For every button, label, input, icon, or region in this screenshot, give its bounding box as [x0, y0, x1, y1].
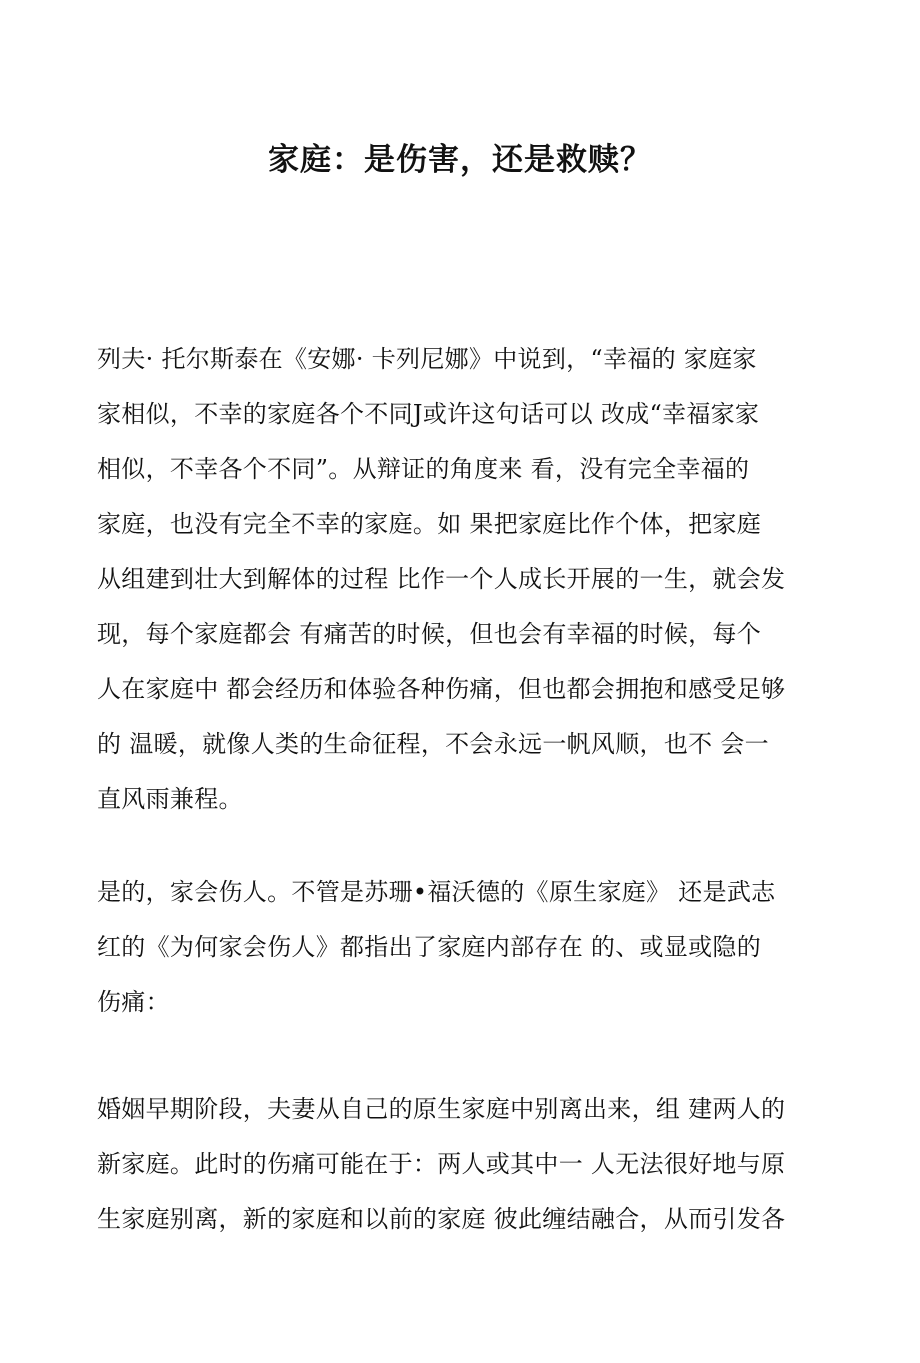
paragraph-line: 列夫· 托尔斯泰在《安娜· 卡列尼娜》中说到，“幸福的 家庭家	[97, 345, 757, 373]
paragraph-line: 伤痛：	[97, 988, 170, 1016]
paragraph-line: 家相似，不幸的家庭各个不同J或许这句话可以 改成“幸福家家	[97, 400, 760, 428]
paragraph-line: 人在家庭中 都会经历和体验各种伤痛，但也都会拥抱和感受足够	[97, 675, 786, 703]
paragraph-line: 生家庭别离，新的家庭和以前的家庭 彼此缠结融合，从而引发各	[97, 1205, 786, 1233]
paragraph-line: 家庭，也没有完全不幸的家庭。如 果把家庭比作个体，把家庭	[97, 510, 762, 538]
paragraph-line: 婚姻早期阶段，夫妻从自己的原生家庭中别离出来，组 建两人的	[97, 1095, 786, 1123]
paragraph-line: 新家庭。此时的伤痛可能在于：两人或其中一 人无法很好地与原	[97, 1150, 786, 1178]
paragraph-line: 相似，不幸各个不同”。从辩证的角度来 看，没有完全幸福的	[97, 455, 750, 483]
paragraph-line: 现，每个家庭都会 有痛苦的时候，但也会有幸福的时候，每个	[97, 620, 762, 648]
paragraph-line: 从组建到壮大到解体的过程 比作一个人成长开展的一生，就会发	[97, 565, 786, 593]
paragraph-line: 直风雨兼程。	[97, 785, 243, 813]
paragraph-line: 的 温暖，就像人类的生命征程，不会永远一帆风顺，也不 会一	[97, 730, 769, 758]
paragraph-line: 红的《为何家会伤人》都指出了家庭内部存在 的、或显或隐的	[97, 933, 762, 961]
document-title: 家庭：是伤害，还是救赎？	[268, 142, 652, 178]
paragraph-line: 是的，家会伤人。不管是苏珊•福沃德的《原生家庭》 还是武志	[97, 878, 776, 906]
